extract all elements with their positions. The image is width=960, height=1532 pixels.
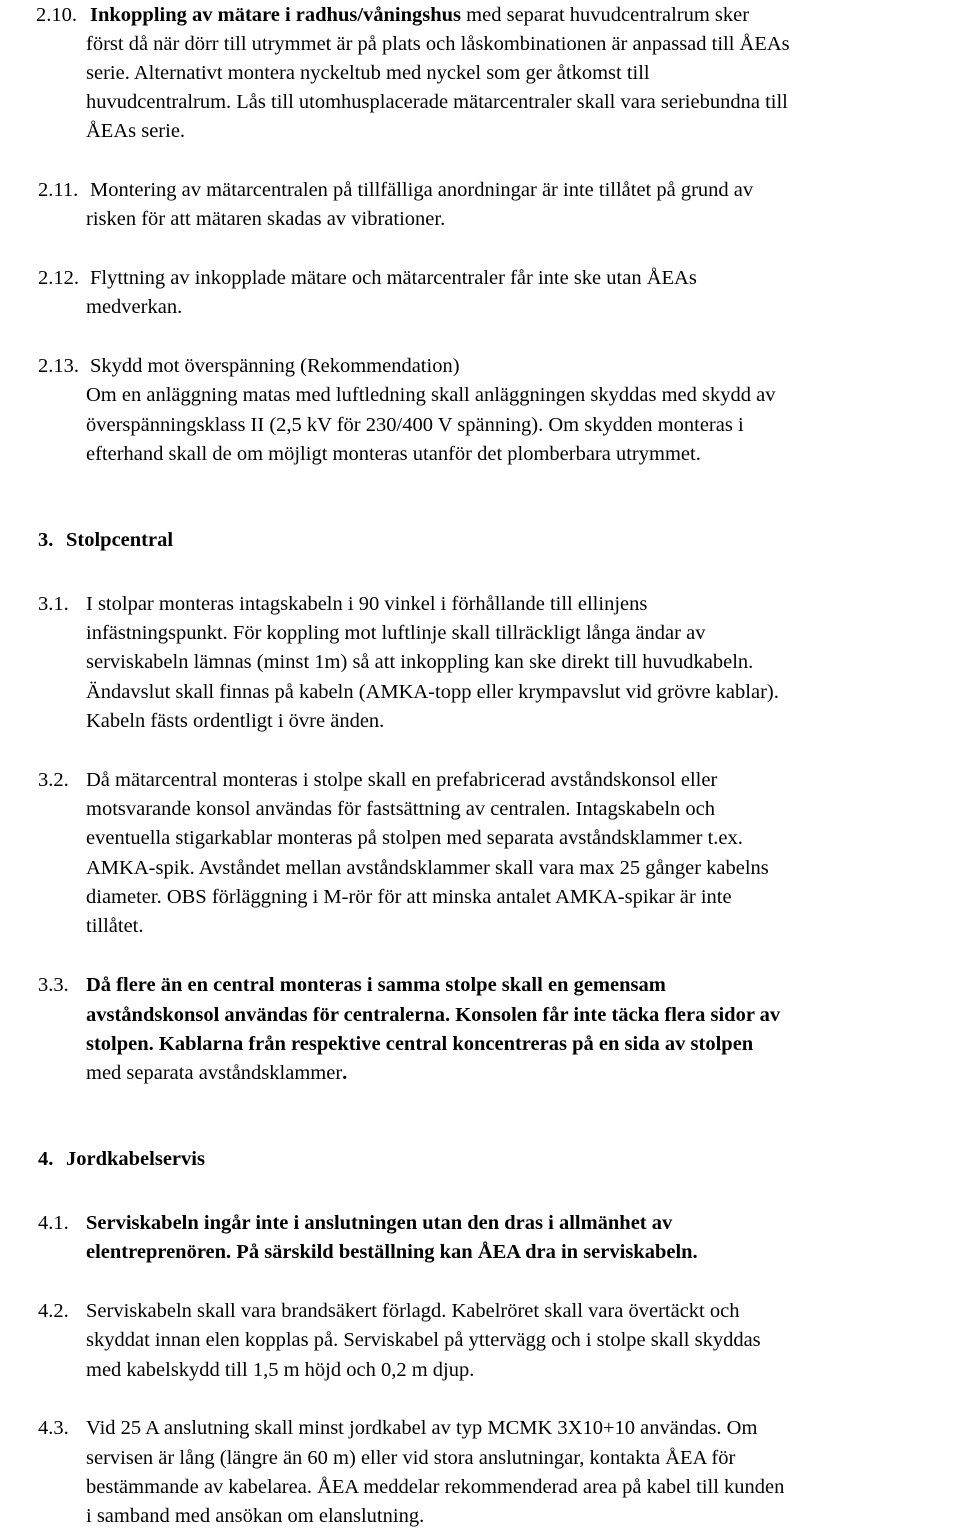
section-subheading: Skydd mot överspänning (Rekommendation) bbox=[90, 355, 460, 377]
text-line: Ändavslut skall finnas på kabeln (AMKA-topp eller krympavslut vid grövre kablar). bbox=[86, 681, 779, 703]
text-line: AMKA-spik. Avståndet mellan avståndsklammer skall vara max 25 gånger kabelns bbox=[86, 857, 769, 879]
section-number: 4.2. bbox=[38, 1300, 69, 1322]
section-number: 2.13. bbox=[38, 355, 79, 377]
heading-number: 4. bbox=[38, 1148, 54, 1170]
text-line: med kabelskydd till 1,5 m höjd och 0,2 m djup. bbox=[86, 1359, 475, 1381]
section-number: 3.3. bbox=[38, 974, 69, 996]
text-line-bold: Serviskabeln ingår inte i anslutningen utan den dras i allmänhet av bbox=[86, 1212, 673, 1234]
text-line: med separata avståndsklammer bbox=[86, 1062, 343, 1084]
text-line: diameter. OBS förläggning i M-rör för att minska antalet AMKA-spikar är inte bbox=[86, 886, 732, 908]
text-line: I stolpar monteras intagskabeln i 90 vinkel i förhållande till ellinjens bbox=[86, 593, 648, 615]
text-line: överspänningsklass II (2,5 kV för 230/400 V spänning). Om skydden monteras i bbox=[86, 414, 744, 436]
heading-title: Stolpcentral bbox=[66, 529, 174, 551]
text-line: risken för att mätaren skadas av vibrationer. bbox=[86, 208, 446, 230]
text-line: Vid 25 A anslutning skall minst jordkabel av typ MCMK 3X10+10 användas. Om bbox=[86, 1417, 758, 1439]
text-line: i samband med ansökan om elanslutning. bbox=[86, 1505, 425, 1527]
text-line: tillåtet. bbox=[86, 915, 144, 937]
text-line: Kabeln fästs ordentligt i övre änden. bbox=[86, 710, 385, 732]
text-period-bold: . bbox=[342, 1062, 348, 1084]
text-line: skyddat innan elen kopplas på. Serviskabel på yttervägg och i stolpe skall skyddas bbox=[86, 1329, 761, 1351]
section-number: 3.2. bbox=[38, 769, 69, 791]
text-line: ÅEAs serie. bbox=[86, 120, 186, 142]
text-line: huvudcentralrum. Lås till utomhusplacerade mätarcentraler skall vara seriebundna till bbox=[86, 91, 788, 113]
text-line: eventuella stigarkablar monteras på stolpen med separata avståndsklammer t.ex. bbox=[86, 827, 743, 849]
text-line: motsvarande konsol användas för fastsättning av centralen. Intagskabeln och bbox=[86, 798, 716, 820]
section-number: 4.3. bbox=[38, 1417, 69, 1439]
text-line: Om en anläggning matas med luftledning skall anläggningen skyddas med skydd av bbox=[86, 384, 776, 406]
heading-title: Jordkabelservis bbox=[66, 1148, 205, 1170]
section-number: 2.12. bbox=[38, 267, 79, 289]
text-line: servisen är lång (längre än 60 m) eller vid stora anslutningar, kontakta ÅEA för bbox=[86, 1447, 736, 1469]
text-line: Montering av mätarcentralen på tillfälliga anordningar är inte tillåtet på grund av bbox=[90, 179, 754, 201]
text-line: Då mätarcentral monteras i stolpe skall en prefabricerad avståndskonsol eller bbox=[86, 769, 718, 791]
text-line: Flyttning av inkopplade mätare och mätarcentraler får inte ske utan ÅEAs bbox=[90, 267, 697, 289]
section-lead-bold: Inkoppling av mätare i radhus/våningshus bbox=[90, 4, 462, 26]
text-line: efterhand skall de om möjligt monteras utanför det plomberbara utrymmet. bbox=[86, 443, 701, 465]
text-line-bold: stolpen. Kablarna från respektive central koncentreras på en sida av stolpen bbox=[86, 1033, 754, 1055]
text-line: med separat huvudcentralrum sker bbox=[461, 4, 750, 26]
heading-number: 3. bbox=[38, 529, 54, 551]
text-line: infästningspunkt. För koppling mot luftlinje skall tillräckligt långa ändar av bbox=[86, 622, 706, 644]
text-line: först då när dörr till utrymmet är på plats och låskombinationen är anpassad till ÅEAs bbox=[86, 33, 790, 55]
text-line-bold: Då flere än en central monteras i samma stolpe skall en gemensam bbox=[86, 974, 666, 996]
section-number: 3.1. bbox=[38, 593, 69, 615]
text-line: bestämmande av kabelarea. ÅEA meddelar rekommenderad area på kabel till kunden bbox=[86, 1476, 785, 1498]
text-line-bold: elentreprenören. På särskild beställning kan ÅEA dra in serviskabeln. bbox=[86, 1241, 698, 1263]
text-line: serie. Alternativt montera nyckeltub med nyckel som ger åtkomst till bbox=[86, 62, 650, 84]
text-line: medverkan. bbox=[86, 296, 183, 318]
text-line: serviskabeln lämnas (minst 1m) så att inkoppling kan ske direkt till huvudkabeln. bbox=[86, 651, 754, 673]
section-number: 4.1. bbox=[38, 1212, 69, 1234]
text-line: Serviskabeln skall vara brandsäkert förlagd. Kabelröret skall vara övertäckt och bbox=[86, 1300, 740, 1322]
text-line-bold: avståndskonsol användas för centralerna. Konsolen får inte täcka flera sidor av bbox=[86, 1004, 781, 1026]
section-number: 2.10. bbox=[36, 4, 77, 26]
section-number: 2.11. bbox=[38, 179, 79, 201]
